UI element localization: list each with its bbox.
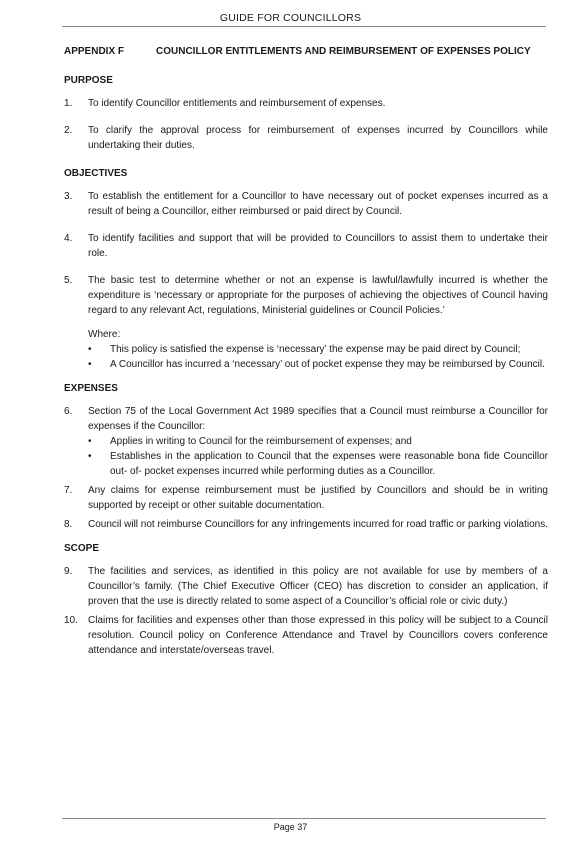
appendix-heading	[64, 45, 548, 58]
appendix-code: APPENDIX F	[64, 46, 125, 57]
bullet-item	[88, 449, 548, 479]
section-heading-objectives: OBJECTIVES	[64, 168, 128, 179]
item-number: 9.	[64, 566, 73, 577]
bullet-icon: •	[88, 344, 92, 355]
bullet-list	[88, 434, 548, 479]
list-item	[64, 231, 548, 261]
bullet-item	[88, 342, 548, 357]
list-item	[64, 564, 548, 609]
bullet-text: Establishes in the application to Council that the expenses were reasonable bona fide Councillor out- of- pocket expenses incurred while performing duties as a Councillor.	[110, 451, 548, 477]
item-number: 3.	[64, 191, 73, 202]
item-text: To identify Councillor entitlements and reimbursement of expenses.	[88, 98, 386, 109]
list-item	[64, 96, 548, 111]
item-text: To establish the entitlement for a Councillor to have necessary out of pocket expenses incurred as a result of being a Councillor, either reimbursed or paid direct by Council.	[88, 191, 548, 217]
item-text: To clarify the approval process for reimbursement of expenses incurred by Councillors while undertaking their duties.	[88, 125, 548, 151]
list-item	[64, 613, 548, 658]
where-label: Where:	[88, 329, 121, 340]
item-text: Claims for facilities and expenses other than those expressed in this policy will be subject to a Council resolution. Council policy on Conference Attendance and Travel by Councillors covers conference attendance and interstate/overseas travel.	[88, 615, 548, 656]
list-item	[64, 517, 548, 532]
list-item	[64, 123, 548, 153]
bullet-icon: •	[88, 436, 92, 447]
item-number: 8.	[64, 519, 73, 530]
item-text: Section 75 of the Local Government Act 1989 specifies that a Council must reimburse a Councillor for expenses if the Councillor:	[88, 406, 548, 432]
item-number: 10.	[64, 615, 78, 626]
bullet-item	[88, 434, 548, 449]
bullet-text: This policy is satisfied the expense is ‘necessary’ the expense may be paid direct by Council;	[110, 344, 521, 355]
item-number: 5.	[64, 275, 73, 286]
bullet-text: A Councillor has incurred a ‘necessary’ out of pocket expense they may be reimbursed by Council.	[110, 359, 545, 370]
header-rule	[62, 26, 546, 27]
item-text: To identify facilities and support that will be provided to Councillors to assist them to undertake their role.	[88, 233, 548, 259]
item-number: 1.	[64, 98, 73, 109]
section-heading-purpose: PURPOSE	[64, 75, 113, 86]
item-text: Any claims for expense reimbursement must be justified by Councillors and should be in writing supported by receipt or other suitable documentation.	[88, 485, 548, 511]
list-item	[64, 483, 548, 513]
document-body	[64, 40, 548, 662]
running-header: GUIDE FOR COUNCILLORS	[219, 12, 362, 24]
item-number: 2.	[64, 125, 73, 136]
item-number: 7.	[64, 485, 73, 496]
bullet-text: Applies in writing to Council for the reimbursement of expenses; and	[110, 436, 412, 447]
item-text: Council will not reimburse Councillors for any infringements incurred for road traffic or parking violations.	[88, 519, 549, 530]
page-number: Page 37	[273, 822, 308, 832]
section-heading-expenses: EXPENSES	[64, 383, 118, 394]
list-item	[64, 189, 548, 219]
item-body	[88, 404, 548, 479]
item-number: 6.	[64, 406, 73, 417]
item-number: 4.	[64, 233, 73, 244]
bullet-item	[88, 357, 548, 372]
item-text: The basic test to determine whether or not an expense is lawful/lawfully incurred is whether the expenditure is ‘necessary or appropriate for the purposes of achieving the objectives of Council having regard to any relevant Act, regulations, Ministerial guidelines or Council Policies.’	[88, 275, 548, 316]
appendix-title: COUNCILLOR ENTITLEMENTS AND REIMBURSEMENT OF EXPENSES POLICY	[156, 46, 531, 57]
section-heading-scope: SCOPE	[64, 543, 100, 554]
bullet-icon: •	[88, 451, 92, 462]
list-item	[64, 273, 548, 318]
footer-rule	[62, 818, 546, 819]
bullet-icon: •	[88, 359, 92, 370]
item-text: The facilities and services, as identified in this policy are not available for use by members of a Councillor’s family. (The Chief Executive Officer (CEO) has discretion to consider an application, if proven that the use is directly related to some aspect of a Councillor’s official role or civic duty.)	[88, 566, 548, 607]
list-item	[64, 404, 548, 479]
bullet-list	[88, 342, 548, 372]
